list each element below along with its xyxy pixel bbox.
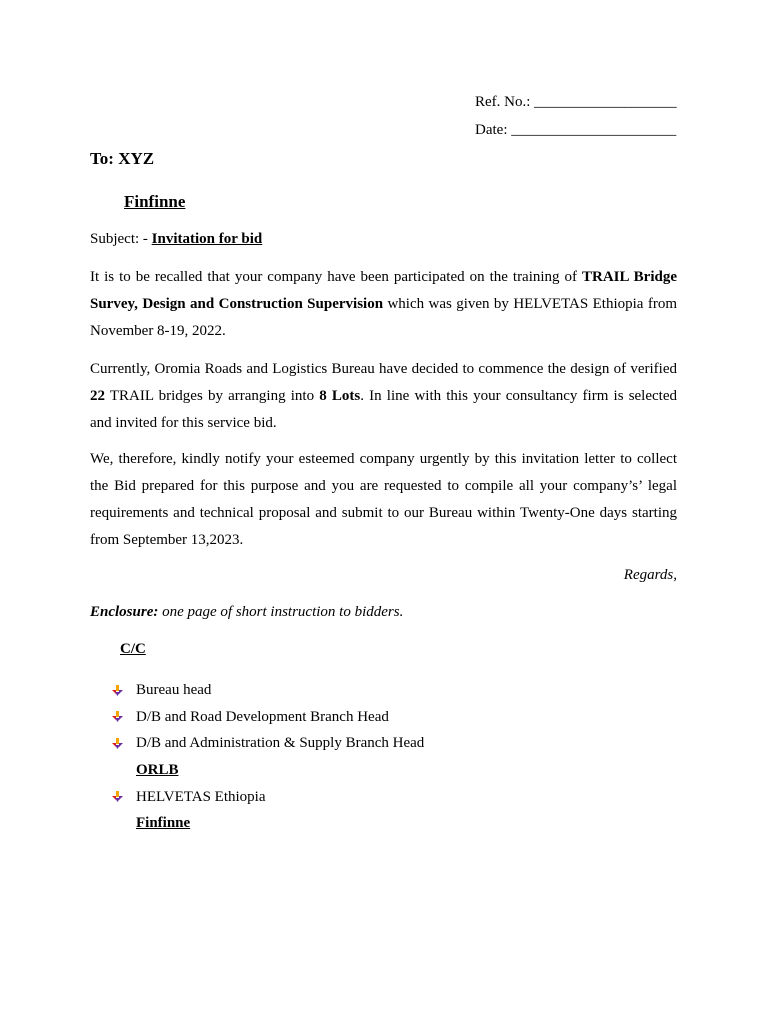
body-paragraph-1 — [90, 264, 677, 345]
lot-count: 8 Lots — [319, 388, 361, 404]
arrow-bullet-icon — [112, 738, 136, 749]
text-run: . In line with this your consultancy firm is selected and invited for this service bid. — [90, 388, 677, 431]
bridge-count: 22 — [90, 388, 105, 404]
arrow-bullet-icon — [112, 685, 136, 696]
list-item — [112, 783, 424, 810]
subject-line — [90, 231, 262, 248]
enclosure-text: one page of short instruction to bidders. — [158, 604, 404, 620]
training-title: TRAIL Bridge Survey, Design and Construction Supervision — [90, 269, 678, 312]
subject-title: Invitation for bid — [151, 231, 263, 247]
body-paragraph-2 — [90, 356, 677, 437]
list-item-text: D/B and Administration & Supply Branch Head — [136, 735, 425, 752]
list-item — [112, 677, 424, 704]
subject-prefix: Subject: - — [90, 231, 152, 247]
list-item-sublabel: Finfinne — [136, 815, 191, 832]
text-run: which was given by HELVETAS Ethiopia from November 8-19, 2022. — [90, 296, 677, 339]
body-paragraph-3: We, therefore, kindly notify your esteemed company urgently by this invitation letter to collect the Bid prepared for this purpose and you are requested to compile all your company’s’ legal requirements and technical proposal and submit to our Bureau within Twenty-One days starting from September 13,2023. — [90, 451, 677, 548]
enclosure-line — [90, 604, 403, 621]
text-run: It is to be recalled that your company have been participated on the training of — [90, 269, 583, 285]
cc-heading: C/C — [120, 641, 146, 657]
text-run: TRAIL bridges by arranging into — [105, 388, 320, 404]
arrow-bullet-icon — [112, 791, 136, 802]
list-item-text: HELVETAS Ethiopia — [136, 788, 266, 805]
cc-list — [112, 677, 424, 837]
reference-block — [475, 92, 678, 148]
list-item-text: Bureau head — [136, 682, 212, 699]
list-item — [112, 730, 424, 757]
text-run: Currently, Oromia Roads and Logistics Bureau have decided to commence the design of verified — [90, 361, 677, 377]
list-item-text: D/B and Road Development Branch Head — [136, 708, 389, 725]
regards-closing: Regards, — [623, 567, 677, 583]
list-item — [112, 704, 424, 731]
recipient-city: Finfinne — [124, 192, 186, 211]
date-line: Date: ______________________ — [475, 122, 677, 138]
list-item-sublabel: ORLB — [136, 762, 179, 779]
recipient-name: To: XYZ — [90, 149, 155, 168]
arrow-bullet-icon — [112, 711, 136, 722]
ref-number-line: Ref. No.: ___________________ — [475, 94, 677, 110]
enclosure-label: Enclosure: — [90, 604, 159, 620]
